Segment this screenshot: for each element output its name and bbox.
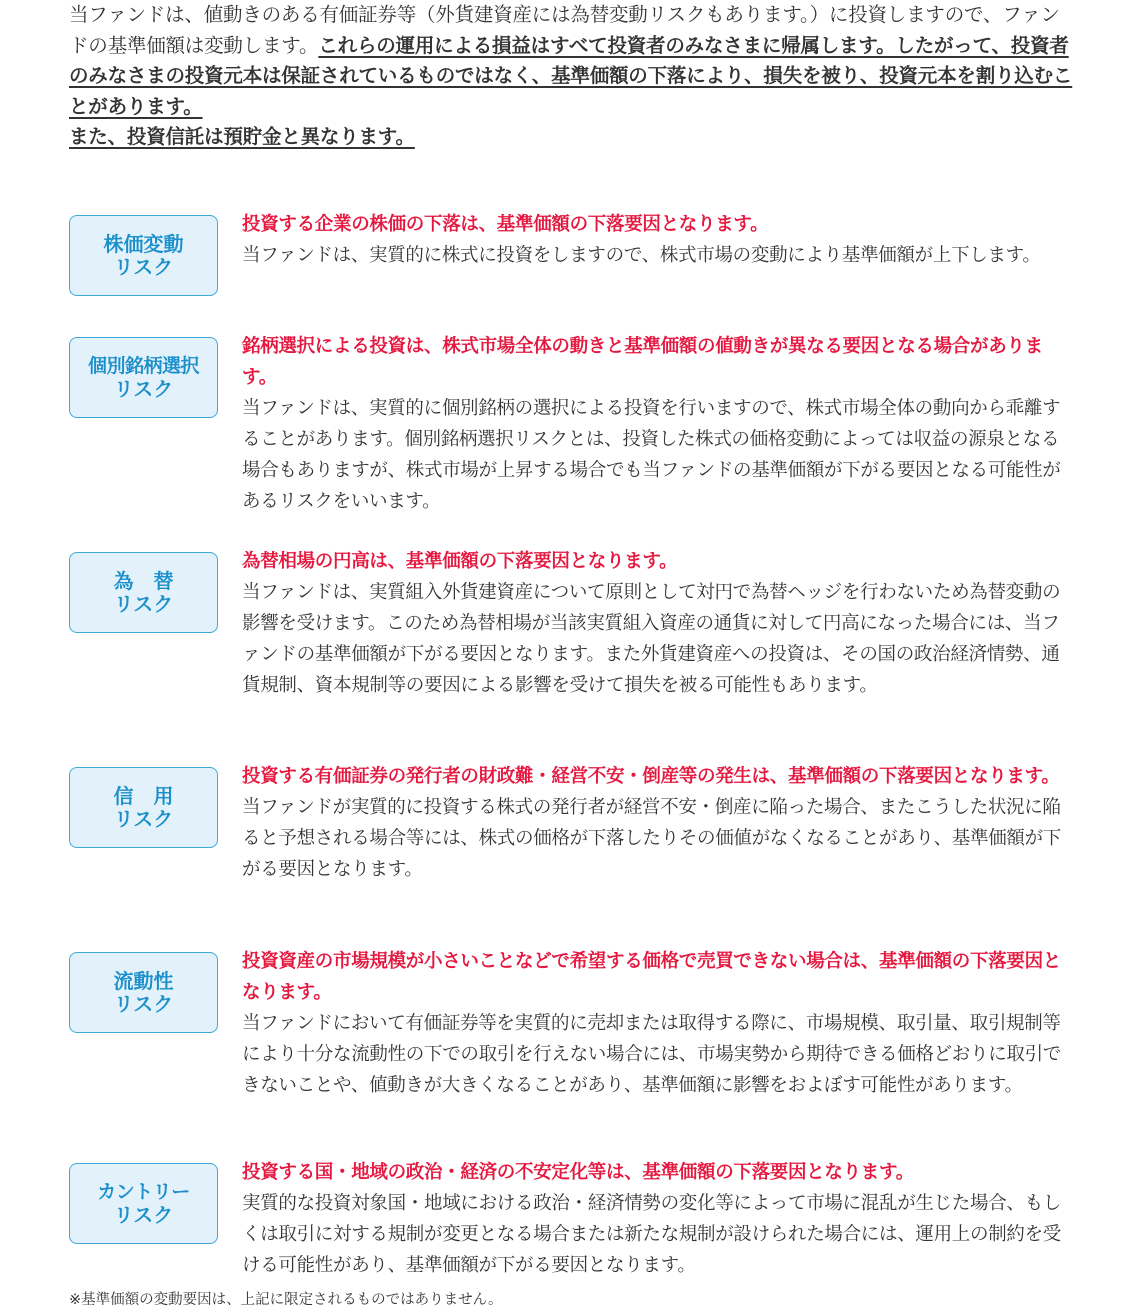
risk-headline: 銘柄選択による投資は、株式市場全体の動きと基準価額の値動きが異なる要因となる場合があります。	[242, 336, 1043, 388]
risk-name-suffix: リスク	[113, 1202, 174, 1227]
risk-name: 個別銘柄選択	[87, 354, 199, 377]
risk-headline: 投資する国・地域の政治・経済の不安定化等は、基準価額の下落要因となります。	[242, 1162, 914, 1183]
risk-label-box	[69, 337, 218, 418]
risk-label-box	[69, 1163, 218, 1244]
risk-body: 当ファンドにおいて有価証券等を実質的に売却または取得する際に、市場規模、取引量、取引規制等により十分な流動性の下での取引を行えない場合には、市場実勢から期待できる価格どおりに取引できないことや、値動きが大きくなることがあり、基準価額に影響をおよぼす可能性があります。	[242, 1013, 1062, 1096]
risk-name-suffix: リスク	[113, 991, 174, 1016]
risk-body: 当ファンドが実質的に投資する株式の発行者が経営不安・倒産に陥った場合、またこうした状況に陥ると予想される場合等には、株式の価格が下落したりその価値がなくなることがあり、基準価額が下がる要因となります。	[242, 797, 1062, 880]
risk-name: 株価変動	[103, 231, 184, 256]
intro-deposit-note: また、投資信託は預貯金と異なります。	[69, 125, 415, 148]
risk-body: 当ファンドは、実質的に株式に投資をしますので、株式市場の変動により基準価額が上下します。	[242, 245, 1041, 266]
risk-name: 為 替	[113, 568, 174, 593]
risk-name-suffix: リスク	[113, 591, 174, 616]
risk-description	[242, 209, 1070, 271]
risk-label-box	[69, 552, 218, 633]
risk-body: 実質的な投資対象国・地域における政治・経済情勢の変化等によって市場に混乱が生じた場合、もしくは取引に対する規制が変更となる場合または新たな規制が設けられた場合には、運用上の制約を受ける可能性があり、基準価額が下がる要因となります。	[242, 1193, 1062, 1276]
risk-name: カントリー	[97, 1180, 190, 1203]
risk-name: 信 用	[113, 783, 174, 808]
risk-description	[242, 546, 1070, 701]
risk-body: 当ファンドは、実質的に個別銘柄の選択による投資を行いますので、株式市場全体の動向から乖離することがあります。個別銘柄選択リスクとは、投資した株式の価格変動によっては収益の源泉となる場合もありますが、株式市場が上昇する場合でも当ファンドの基準価額が下がる要因となる可能性があるリスクをいいます。	[242, 398, 1061, 512]
risk-description	[242, 331, 1070, 517]
footnote: ※基準価額の変動要因は、上記に限定されるものではありません。	[69, 1292, 503, 1308]
risk-headline: 投資資産の市場規模が小さいことなどで希望する価格で売買できない場合は、基準価額の下落要因となります。	[242, 951, 1062, 1003]
risk-label-box	[69, 767, 218, 848]
risk-body: 当ファンドは、実質組入外貨建資産について原則として対円で為替ヘッジを行わないため為替変動の影響を受けます。このため為替相場が当該実質組入資産の通貨に対して円高になった場合には、当ファンドの基準価額が下がる要因となります。また外貨建資産への投資は、その国の政治経済情勢、通貨規制、資本規制等の要因による影響を受けて損失を被る可能性もあります。	[242, 582, 1061, 696]
risk-name-suffix: リスク	[113, 254, 174, 279]
risk-label-box	[69, 952, 218, 1033]
risk-description	[242, 761, 1070, 885]
risk-headline: 投資する有価証券の発行者の財政難・経営不安・倒産等の発生は、基準価額の下落要因となります。	[242, 766, 1060, 787]
risk-description	[242, 1157, 1070, 1281]
risk-name-suffix: リスク	[113, 806, 174, 831]
intro-paragraph	[69, 0, 1079, 153]
risk-description	[242, 946, 1070, 1101]
risk-label-box	[69, 215, 218, 296]
intro-text: 当ファンドは、値動きのある有価証券等（外貨建資産には為替変動リスクもあります。）に投資しますので、ファンドの基準価額は変動します。	[69, 3, 1060, 57]
risk-name: 流動性	[113, 968, 174, 993]
risk-name-suffix: リスク	[113, 376, 174, 401]
risk-headline: 投資する企業の株価の下落は、基準価額の下落要因となります。	[242, 214, 769, 235]
risk-headline: 為替相場の円高は、基準価額の下落要因となります。	[242, 551, 678, 572]
intro-emphasis: これらの運用による損益はすべて投資者のみなさまに帰属します。したがって、投資者のみなさまの投資元本は保証されているものではなく、基準価額の下落により、損失を被り、投資元本を割り込むことがあります。	[69, 33, 1073, 118]
